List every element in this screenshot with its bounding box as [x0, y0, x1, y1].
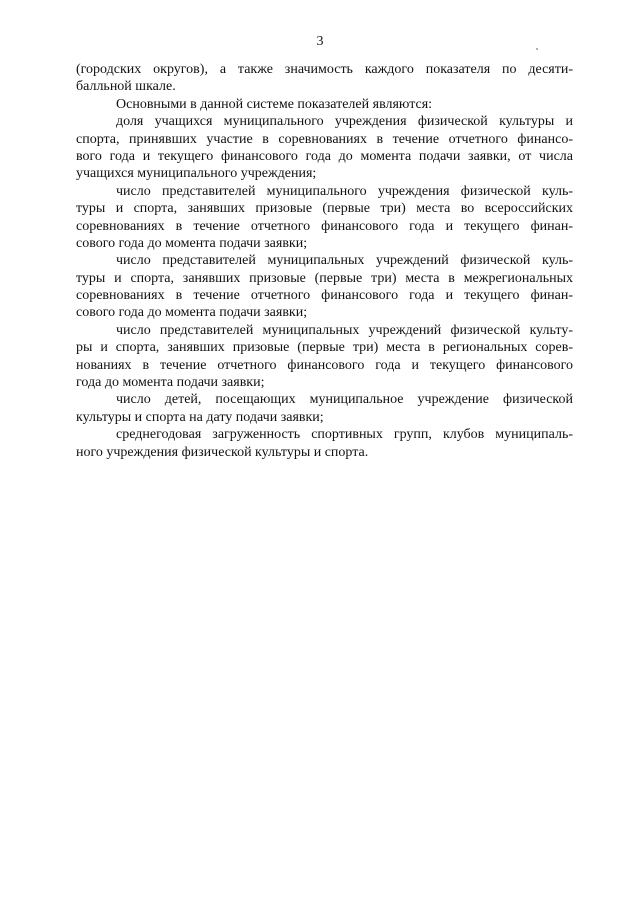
text-line: года до момента подачи заявки;: [76, 375, 265, 391]
text-line: сового года до момента подачи заявки;: [76, 235, 308, 251]
text-line: сового года до момента подачи заявки;: [76, 305, 308, 321]
text-line: учащихся муниципального учреждения;: [76, 166, 317, 182]
text-line: балльной шкале.: [76, 79, 176, 95]
text-line: вого года и текущего финансового года до момента подачи заявки, от числа: [76, 148, 573, 164]
text-line: культуры и спорта на дату подачи заявки;: [76, 409, 324, 425]
body-text: [76, 61, 573, 461]
text-line: Основными в данной системе показателей являются:: [116, 96, 433, 112]
text-line: (городских округов), а также значимость каждого показателя по десяти-: [76, 62, 573, 77]
text-line: число представителей муниципальных учреждений физической культу-: [116, 322, 573, 338]
text-line: доля учащихся муниципального учреждения физической культуры и: [116, 114, 573, 130]
text-line: число представителей муниципального учреждения физической куль-: [116, 183, 573, 199]
page-number: 3: [316, 34, 324, 49]
text-line: число детей, посещающих муниципальное учреждение физической: [116, 392, 573, 408]
text-line: соревнованиях в течение отчетного финансового года и текущего финан-: [76, 218, 573, 234]
text-line: ры и спорта, занявших призовые (первые три) места в региональных сорев-: [76, 340, 573, 356]
text-line: спорта, принявших участие в соревнованиях в течение отчетного финансо-: [76, 131, 573, 147]
text-line: ного учреждения физической культуры и спорта.: [76, 444, 369, 460]
text-line: среднегодовая загруженность спортивных групп, клубов муниципаль-: [116, 427, 573, 443]
text-line: туры и спорта, занявших призовые (первые три) места в межрегиональных: [76, 270, 573, 286]
text-line: число представителей муниципальных учреждений физической куль-: [116, 253, 573, 269]
scan-speck: [536, 48, 538, 50]
text-line: туры и спорта, занявших призовые (первые три) места во всероссийских: [76, 201, 573, 217]
text-line: нованиях в течение отчетного финансового года и текущего финансового: [76, 357, 573, 373]
text-line: соревнованиях в течение отчетного финансового года и текущего финан-: [76, 288, 573, 304]
